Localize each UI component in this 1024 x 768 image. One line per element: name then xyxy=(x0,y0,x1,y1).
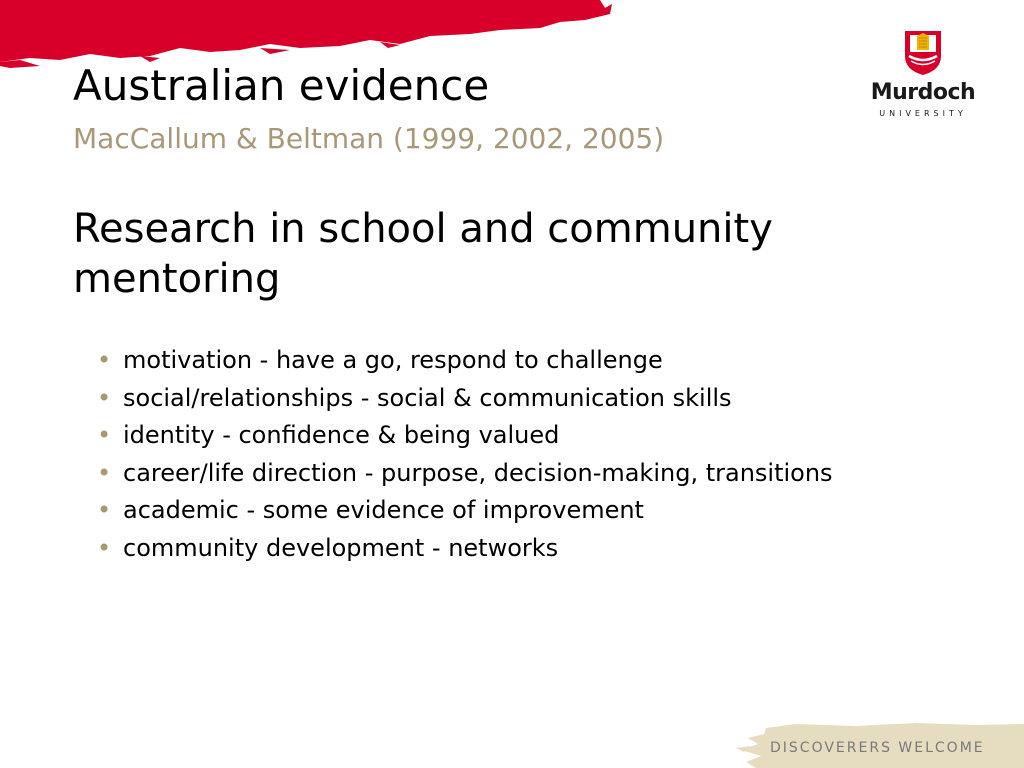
murdoch-shield-icon xyxy=(904,30,942,76)
list-item xyxy=(97,495,897,525)
list-item xyxy=(97,383,897,413)
list-item-text: social/relationships - social & communication skills xyxy=(123,383,732,412)
list-item xyxy=(97,533,897,563)
section-heading: Research in school and community mentoring xyxy=(73,206,773,302)
slide-title: Australian evidence xyxy=(73,61,490,110)
list-item xyxy=(97,420,897,450)
list-item-text: career/life direction - purpose, decision-making, transitions xyxy=(123,458,833,487)
slide-subtitle: MacCallum & Beltman (1999, 2002, 2005) xyxy=(73,122,665,155)
list-item-text: motivation - have a go, respond to challenge xyxy=(123,346,663,374)
bullet-dot-icon: • xyxy=(97,496,112,524)
findings-list xyxy=(97,345,897,570)
list-item-text: academic - some evidence of improvement xyxy=(123,496,644,524)
list-item xyxy=(97,458,897,488)
logo-university-label: UNIVERSITY xyxy=(879,109,967,118)
bullet-dot-icon: • xyxy=(97,421,112,449)
logo-wordmark: Murdoch xyxy=(870,80,976,105)
list-item-text: identity - confidence & being valued xyxy=(123,421,560,449)
footer-tagline: DISCOVERERS WELCOME xyxy=(770,740,985,756)
murdoch-university-logo xyxy=(866,30,980,122)
bullet-dot-icon: • xyxy=(97,346,112,374)
list-item xyxy=(97,345,897,375)
red-brush-stroke xyxy=(0,0,620,70)
bullet-dot-icon: • xyxy=(97,383,112,412)
list-item-text: community development - networks xyxy=(123,533,559,562)
bullet-dot-icon: • xyxy=(97,458,112,487)
bullet-dot-icon: • xyxy=(97,533,112,562)
